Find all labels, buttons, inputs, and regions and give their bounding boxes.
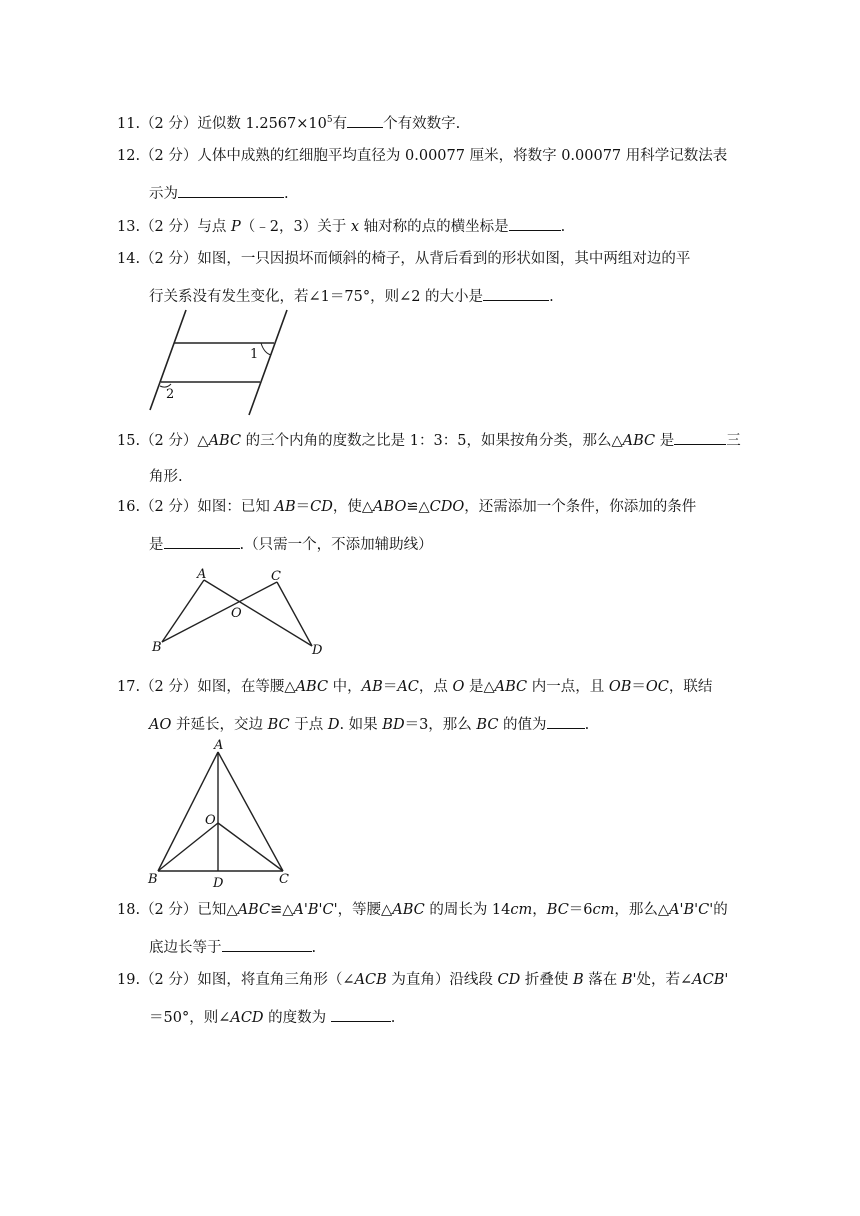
answer-blank <box>164 534 240 549</box>
question-15: 15.（2 分）△ABC 的三个内角的度数之比是 1：3：5，如果按角分类，那么△ABC 是 三 角形. <box>117 430 737 451</box>
angle-1-label: 1 <box>250 347 259 362</box>
answer-blank <box>674 430 726 445</box>
isosceles-triangle-figure <box>143 737 301 889</box>
question-17: 17.（2 分）如图，在等腰△ABC 中，AB＝AC，点 O 是△ABC 内一点，且 OB＝OC，联结 AO 并延长，交边 BC 于点 D. 如果 BD＝3，那么 BC 的值为 . <box>117 679 713 733</box>
question-19: 19.（2 分）如图，将直角三角形（∠ACB 为直角）沿线段 CD 折叠使 B 落在 B'处，若∠ACB' ＝50°，则∠ACD 的度数为 . <box>117 972 729 1026</box>
point-C-label: C <box>271 569 281 584</box>
point-O-label: O <box>205 813 216 828</box>
answer-blank <box>347 113 383 128</box>
point-C-label: C <box>279 872 289 887</box>
point-A-label: A <box>197 567 207 582</box>
triangles-figure <box>148 562 338 658</box>
question-16: 16.（2 分）如图：已知 AB＝CD，使△ABO≌△CDO，还需添加一个条件，你添加的条件 是 .（只需一个，不添加辅助线） <box>117 499 697 553</box>
question-14: 14.（2 分）如图，一只因损坏而倾斜的椅子，从背后看到的形状如图，其中两组对边的平 行关系没有发生变化，若∠1＝75°，则∠2 的大小是 . <box>117 251 691 305</box>
question-18: 18.（2 分）已知△ABC≌△A'B'C'，等腰△ABC 的周长为 14cm，BC＝6cm，那么△A'B'C'的 底边长等于 . <box>117 902 728 956</box>
point-O-label: O <box>231 606 242 621</box>
answer-blank <box>509 216 561 231</box>
chair-figure <box>140 305 300 417</box>
point-B-label: B <box>148 872 158 887</box>
question-12: 12.（2 分）人体中成熟的红细胞平均直径为 0.00077 厘米，将数字 0.00077 用科学记数法表 示为 . <box>117 148 728 202</box>
point-D-label: D <box>312 643 323 658</box>
answer-blank <box>547 714 585 729</box>
point-D-label: D <box>213 876 224 889</box>
point-B-label: B <box>152 640 162 655</box>
answer-blank <box>178 183 284 198</box>
question-13: 13.（2 分）与点 P（﹣2，3）关于 x 轴对称的点的横坐标是 . <box>117 216 737 237</box>
answer-blank <box>483 286 549 301</box>
question-11: 11.（2 分）近似数 $1.2567\times 10^5$有 个有效数字. <box>117 115 461 132</box>
angle-2-label: 2 <box>166 387 175 402</box>
point-A-label: A <box>214 738 224 753</box>
answer-blank <box>222 937 312 952</box>
answer-blank <box>331 1007 391 1022</box>
